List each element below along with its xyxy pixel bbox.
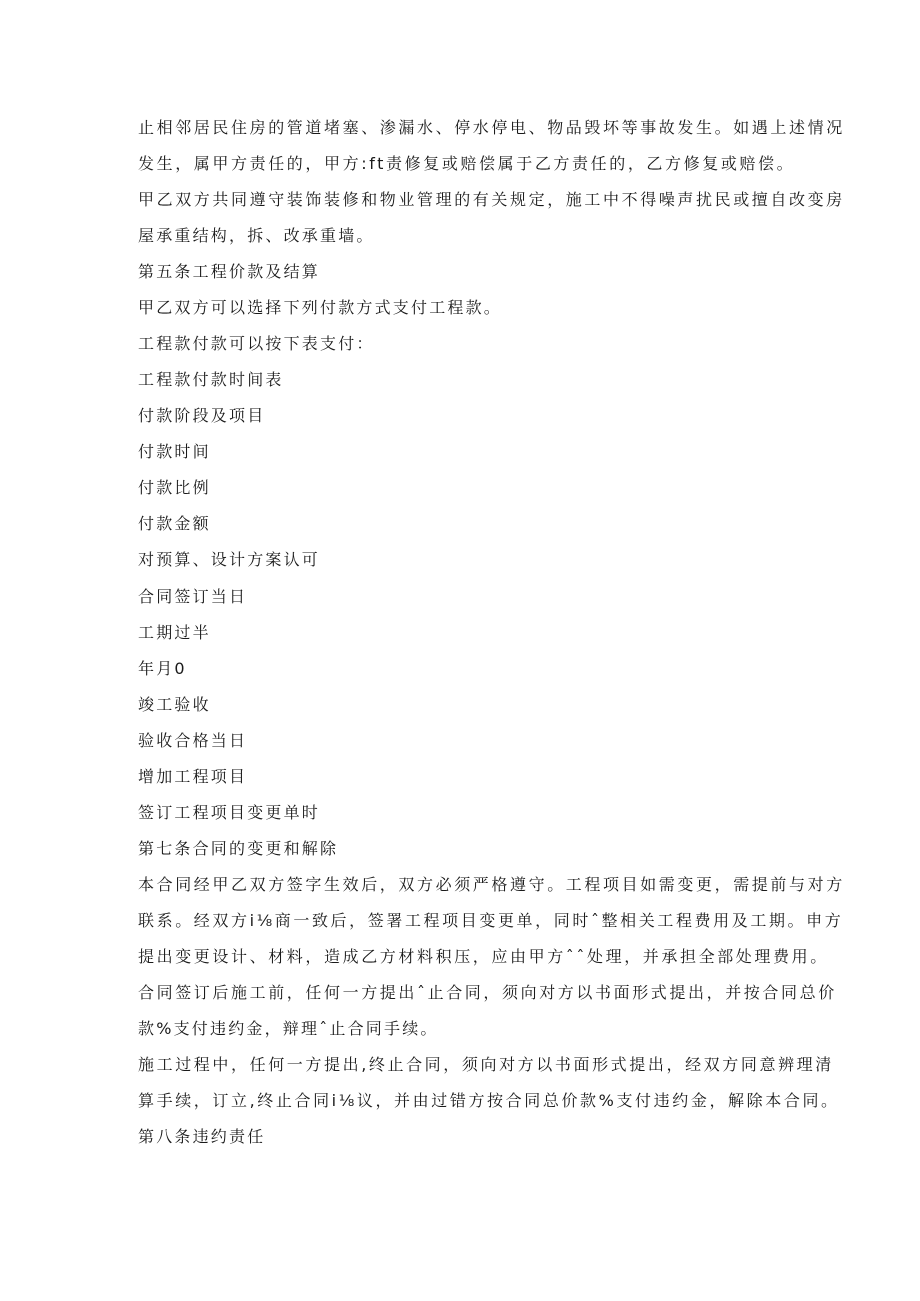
paragraph-line: 款%支付违约金，辩理ˆ止合同手续。: [138, 1019, 439, 1038]
table-cell: 付款阶段及项目: [138, 406, 266, 425]
paragraph-line: 工程款付款可以按下表支付：: [138, 334, 375, 353]
paragraph-line: 提出变更设计、材料，造成乙方材料积压，应由甲方ˆˆ处理，并承担全部处理费用。: [138, 947, 829, 966]
paragraph-line: 止相邻居民住房的管道堵塞、渗漏水、停水停电、物品毁坏等事故发生。如遇上述情况: [138, 118, 845, 137]
paragraph-line: 甲乙双方共同遵守装饰装修和物业管理的有关规定，施工中不得噪声扰民或擅自改变房: [138, 190, 845, 209]
paragraph-line: 本合同经甲乙双方签字生效后，双方必须严格遵守。工程项目如需变更，需提前与对方: [138, 875, 845, 894]
section-heading: 第五条工程价款及结算: [138, 262, 321, 281]
paragraph-line: 联系。经双方i⅛商一致后，签署工程项目变更单，同时ˆ整相关工程费用及工期。申方: [138, 911, 844, 930]
section-heading: 第七条合同的变更和解除: [138, 839, 339, 858]
table-cell: 合同签订当日: [138, 587, 248, 606]
table-cell: 增加工程项目: [138, 767, 248, 786]
paragraph-line: 甲乙双方可以选择下列付款方式支付工程款。: [138, 298, 503, 317]
paragraph-line: 合同签订后施工前，任何一方提出ˆ止合同，须向对方以书面形式提出，并按合同总价: [138, 983, 837, 1002]
table-cell: 付款时间: [138, 442, 211, 461]
table-title: 工程款付款时间表: [138, 370, 284, 389]
table-cell: 付款金额: [138, 514, 211, 533]
table-cell: 年月0: [138, 659, 187, 678]
paragraph-line: 发生，属甲方责任的，甲方:ft责修复或赔偿属于乙方责任的，乙方修复或赔偿。: [138, 154, 796, 173]
table-cell: 竣工验收: [138, 695, 211, 714]
paragraph-line: 施工过程中，任何一方提出,终止合同，须向对方以书面形式提出，经双方同意辨理清: [138, 1055, 834, 1074]
table-cell: 付款比例: [138, 478, 211, 497]
paragraph-line: 屋承重结构，拆、改承重墙。: [138, 226, 375, 245]
table-cell: 验收合格当日: [138, 731, 248, 750]
paragraph-line: 算手续，订立,终止合同i⅛议，并由过错方按合同总价款%支付违约金，解除本合同。: [138, 1091, 840, 1110]
section-heading: 第八条违约责任: [138, 1127, 266, 1146]
table-cell: 对预算、设计方案认可: [138, 550, 321, 569]
table-cell: 工期过半: [138, 623, 211, 642]
table-cell: 签订工程项目变更单时: [138, 803, 321, 822]
